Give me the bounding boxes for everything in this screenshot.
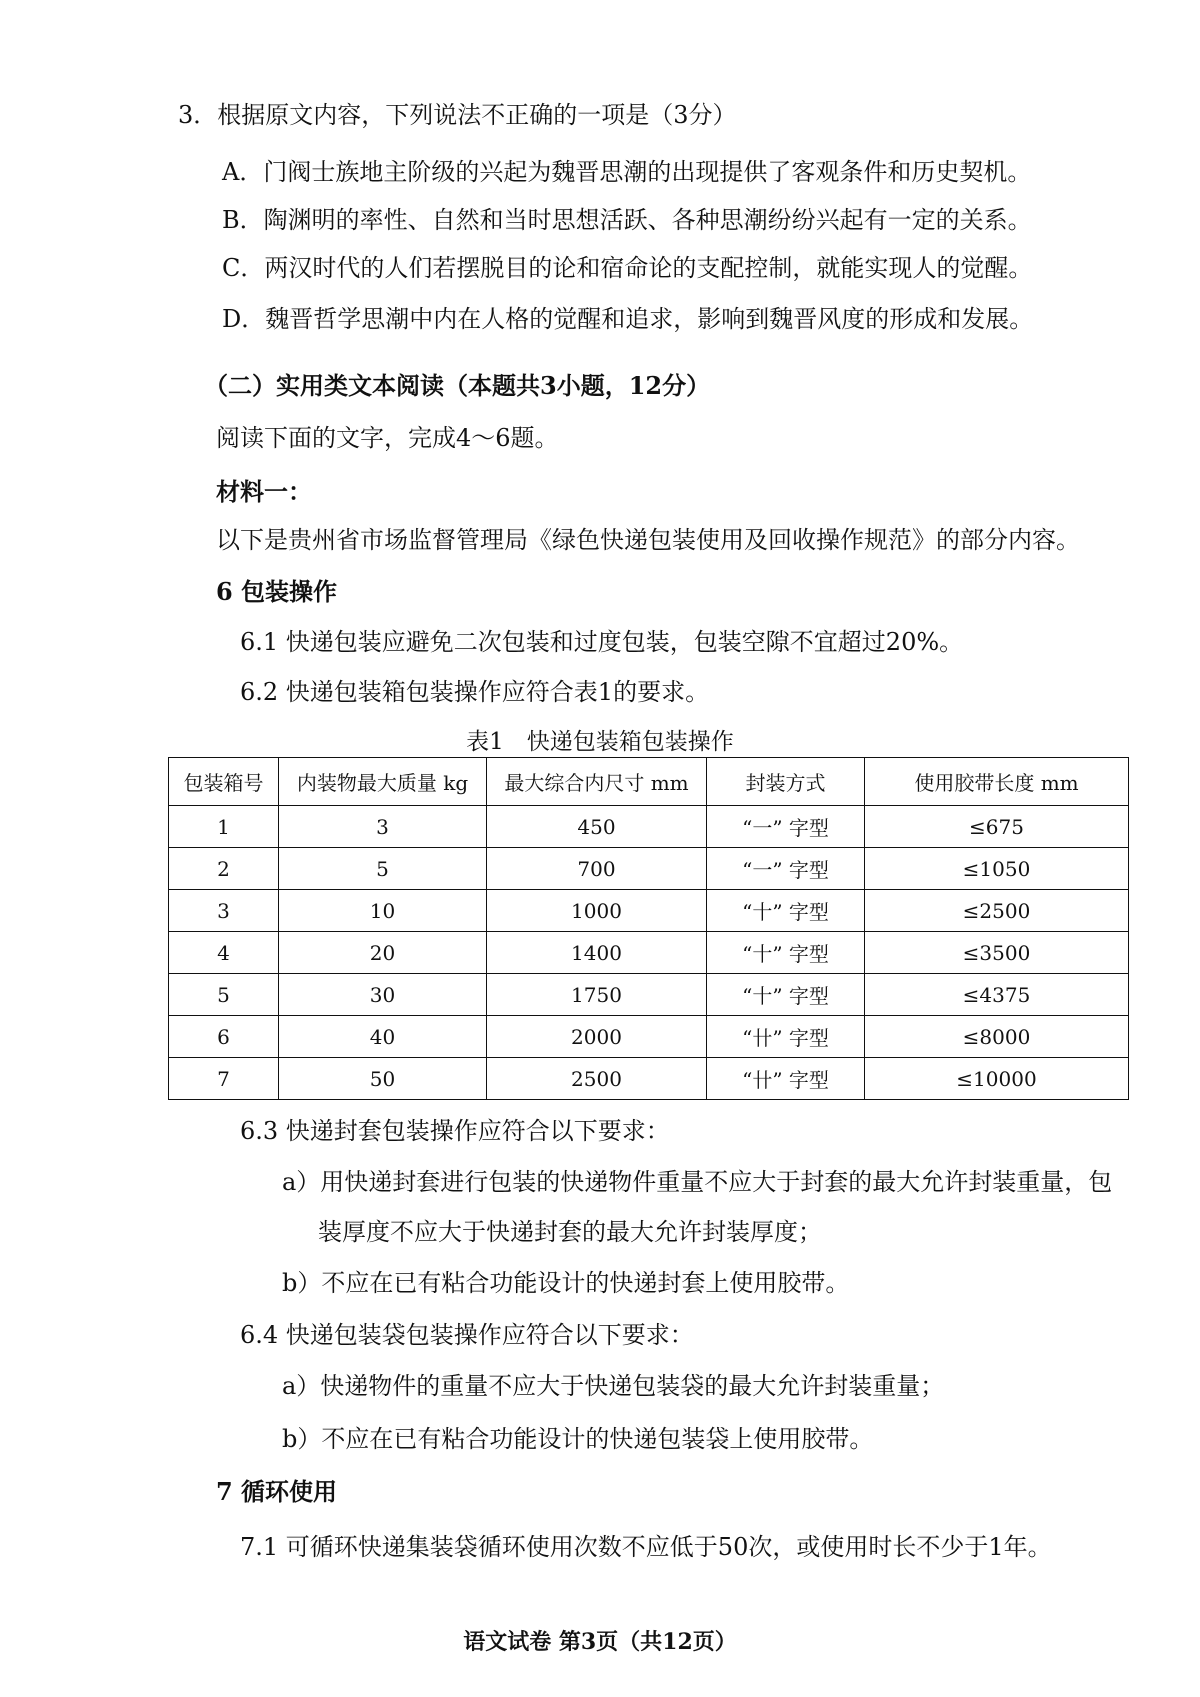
- clause-6-4-b: b）不应在已有粘合功能设计的快递包装袋上使用胶带。: [282, 1425, 874, 1453]
- table-cell: “十” 字型: [707, 932, 865, 974]
- question-3-option-d: D．魏晋哲学思潮中内在人格的觉醒和追求，影响到魏晋风度的形成和发展。: [222, 305, 1034, 333]
- table-cell: ≤2500: [865, 890, 1129, 932]
- table-caption: 表1 快递包装箱包装操作: [466, 729, 734, 755]
- packaging-table: [168, 757, 1129, 1100]
- clause-6-4: 6.4 快递包装袋包装操作应符合以下要求：: [240, 1321, 694, 1349]
- table-cell: 5: [279, 848, 487, 890]
- table-cell: ≤1050: [865, 848, 1129, 890]
- header-box-number: 包装箱号: [169, 758, 279, 806]
- table-cell: 1400: [487, 932, 707, 974]
- table-cell: 50: [279, 1058, 487, 1100]
- table-cell: ≤10000: [865, 1058, 1129, 1100]
- table-cell: “卄” 字型: [707, 1016, 865, 1058]
- table-cell: “一” 字型: [707, 806, 865, 848]
- table-cell: ≤8000: [865, 1016, 1129, 1058]
- table-cell: 700: [487, 848, 707, 890]
- table-cell: 7: [169, 1058, 279, 1100]
- table-cell: 1750: [487, 974, 707, 1016]
- table-cell: ≤4375: [865, 974, 1129, 1016]
- table-cell: ≤675: [865, 806, 1129, 848]
- table-cell: “卄” 字型: [707, 1058, 865, 1100]
- clause-7-1: 7.1 可循环快递集装袋循环使用次数不应低于50次，或使用时长不少于1年。: [240, 1533, 1052, 1561]
- clause-6-3-a-line-2: 装厚度不应大于快递封套的最大允许封装厚度；: [318, 1218, 822, 1246]
- section-2-heading: （二）实用类文本阅读（本题共3小题，12分）: [204, 371, 711, 400]
- question-3-option-c: C．两汉时代的人们若摆脱目的论和宿命论的支配控制，就能实现人的觉醒。: [222, 254, 1033, 282]
- clause-6-3: 6.3 快递封套包装操作应符合以下要求：: [240, 1117, 670, 1145]
- table-cell: “十” 字型: [707, 890, 865, 932]
- section-2-instruction: 阅读下面的文字，完成4～6题。: [216, 424, 559, 452]
- question-3-stem: 3．根据原文内容，下列说法不正确的一项是（3分）: [178, 101, 737, 129]
- table-row: [169, 806, 1129, 848]
- clause-6-3-b: b）不应在已有粘合功能设计的快递封套上使用胶带。: [282, 1269, 850, 1297]
- header-max-size: 最大综合内尺寸 mm: [487, 758, 707, 806]
- table-cell: 2: [169, 848, 279, 890]
- section-7-heading: 7 循环使用: [216, 1477, 338, 1506]
- table-cell: “一” 字型: [707, 848, 865, 890]
- table-cell: 4: [169, 932, 279, 974]
- header-seal-method: 封装方式: [707, 758, 865, 806]
- clause-6-1: 6.1 快递包装应避免二次包装和过度包装，包装空隙不宜超过20%。: [240, 628, 964, 656]
- table-cell: 5: [169, 974, 279, 1016]
- table-cell: 20: [279, 932, 487, 974]
- question-3-option-a: A．门阀士族地主阶级的兴起为魏晋思潮的出现提供了客观条件和历史契机。: [222, 158, 1032, 186]
- table-header-row: [169, 758, 1129, 806]
- material-1-intro: 以下是贵州省市场监督管理局《绿色快递包装使用及回收操作规范》的部分内容。: [216, 526, 1080, 554]
- table-cell: 10: [279, 890, 487, 932]
- table-cell: 1: [169, 806, 279, 848]
- table-cell: 3: [169, 890, 279, 932]
- table-cell: 3: [279, 806, 487, 848]
- table-row: [169, 848, 1129, 890]
- header-max-weight: 内装物最大质量 kg: [279, 758, 487, 806]
- table-cell: 2000: [487, 1016, 707, 1058]
- clause-6-3-a-line-1: a）用快递封套进行包装的快递物件重量不应大于封套的最大允许封装重量，包: [282, 1168, 1113, 1196]
- table-row: [169, 1058, 1129, 1100]
- table-row: [169, 890, 1129, 932]
- table-cell: 40: [279, 1016, 487, 1058]
- question-3-option-b: B．陶渊明的率性、自然和当时思想活跃、各种思潮纷纷兴起有一定的关系。: [222, 206, 1032, 234]
- table-row: [169, 974, 1129, 1016]
- table-cell: 2500: [487, 1058, 707, 1100]
- clause-6-2: 6.2 快递包装箱包装操作应符合表1的要求。: [240, 678, 710, 706]
- table-cell: ≤3500: [865, 932, 1129, 974]
- section-6-heading: 6 包装操作: [216, 577, 338, 606]
- table-cell: 1000: [487, 890, 707, 932]
- page-footer: 语文试卷 第3页（共12页）: [463, 1629, 737, 1655]
- table-cell: “十” 字型: [707, 974, 865, 1016]
- table-cell: 6: [169, 1016, 279, 1058]
- table-cell: 30: [279, 974, 487, 1016]
- header-tape-length: 使用胶带长度 mm: [865, 758, 1129, 806]
- table-row: [169, 932, 1129, 974]
- table-row: [169, 1016, 1129, 1058]
- table-cell: 450: [487, 806, 707, 848]
- clause-6-4-a: a）快递物件的重量不应大于快递包装袋的最大允许封装重量；: [282, 1372, 945, 1400]
- material-1-label: 材料一：: [216, 477, 312, 506]
